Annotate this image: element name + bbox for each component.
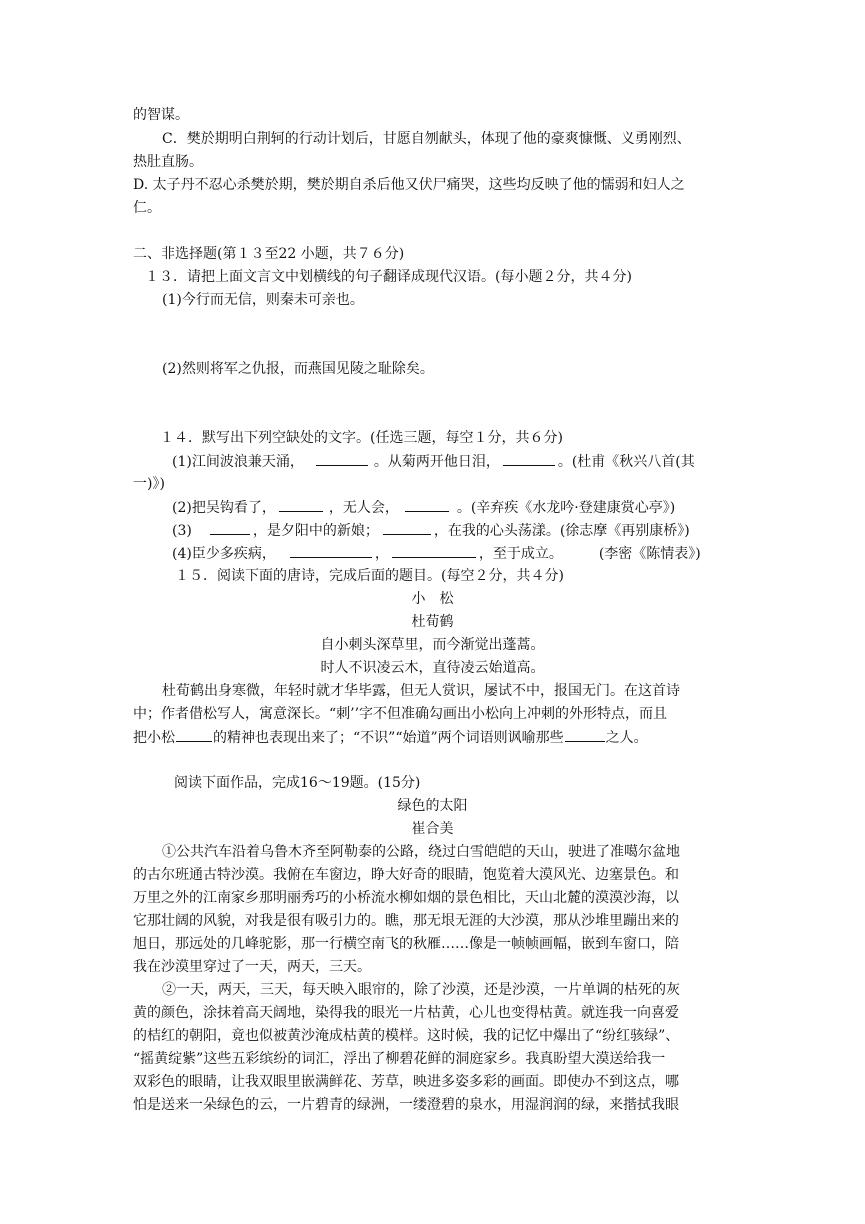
q15-para-text-a: 把小松 — [133, 730, 175, 746]
section2-heading: 二、非选择题(第１３至22 小题，共７６分) — [133, 246, 405, 262]
q14-stem: １４．默写出下列空缺处的文字。(任选三题，每空１分，共６分) — [160, 430, 563, 446]
answer-blank — [176, 726, 212, 742]
q14-item1-text-a: (1)江间波浪兼天涌， — [172, 454, 304, 470]
para1-line5: 旭日，那远处的几峰驼影，那一行横空南飞的秋雁……像是一帧帧画幅，嵌到车窗口，陪 — [133, 936, 679, 952]
answer-blank — [383, 519, 431, 535]
article-title: 绿色的太阳 — [397, 798, 468, 814]
para1-line2: 的古尔班通古特沙漠。我俯在车窗边，睁大好奇的眼睛，饱览着大漠风光、边塞景色。和 — [133, 867, 679, 883]
q14-item3-text-b: ，是夕阳中的新娘； — [252, 523, 379, 539]
para2-line2: 黄的颜色，涂抹着高天阔地，染得我的眼光一片枯黄，心儿也变得枯黄。就连我一向喜爱 — [133, 1005, 679, 1021]
answer-blank — [503, 450, 555, 466]
q14-item4-text-c: ，至于成立。 — [478, 546, 563, 562]
q14-item4-text-b: ， — [374, 546, 389, 562]
answer-blank — [405, 496, 449, 512]
poem-author: 杜荀鹤 — [411, 614, 454, 630]
reading-intro: 阅读下面作品，完成16～19题。(15分) — [174, 775, 421, 791]
answer-blank — [279, 496, 323, 512]
q14-item2-text-b: ，无人会， — [328, 500, 399, 516]
q15-para-text-c: 之人。 — [605, 730, 648, 746]
q14-item1-text-c: 。(杜甫《秋兴八首(其 — [557, 454, 695, 470]
option-d-line1: D. 太子丹不忍心杀樊於期，樊於期自杀后他又伏尸痛哭，这些均反映了他的懦弱和妇人之 — [133, 177, 685, 193]
para1-line6: 我在沙漠里穿过了一天，两天，三天。 — [133, 959, 371, 975]
article-author: 崔合美 — [411, 821, 454, 837]
option-c-line1: C．樊於期明白荆轲的行动计划后，甘愿自刎献头，体现了他的豪爽慷慨、义勇刚烈、 — [162, 131, 691, 147]
para2-line5: 双彩色的眼睛，让我双眼里嵌满鲜花、芳草，映进多姿多彩的画面。即使办不到这点，哪 — [133, 1074, 679, 1090]
answer-blank — [565, 726, 605, 742]
q14-item1-text-b: 。从菊两开他日泪， — [373, 454, 500, 470]
poem-line2: 时人不识凌云木，直待凌云始道高。 — [320, 660, 545, 676]
answer-blank — [290, 542, 372, 558]
option-c-line2: 热肚直肠。 — [133, 154, 203, 170]
answer-blank — [316, 450, 368, 466]
q14-item1 — [172, 450, 695, 473]
q14-item2 — [172, 496, 675, 519]
option-b-tail: 的智谋。 — [133, 107, 189, 123]
para1-line3: 万里之外的江南家乡那明丽秀巧的小桥流水柳如烟的景色相比，天山北麓的漠漠沙海，以 — [133, 890, 679, 906]
q14-item3 — [172, 519, 690, 542]
q14-item4 — [172, 542, 701, 565]
q13-stem: １３．请把上面文言文中划横线的句子翻译成现代汉语。(每小题２分，共４分) — [145, 269, 632, 285]
q14-item2-text-a: (2)把吴钩看了， — [172, 500, 276, 516]
q14-item3-text-c: ，在我的心头荡漾。(徐志摩《再别康桥》) — [433, 523, 690, 539]
para2-line6: 怕是送来一朵绿色的云，一片碧青的绿洲，一缕澄碧的泉水，用湿润润的绿，来揩拭我眼 — [133, 1097, 679, 1113]
para2-line4: “摇黄绽紫”这些五彩缤纷的词汇，浮出了柳碧花鲜的洞庭家乡。我真盼望大漠送给我一 — [133, 1051, 666, 1067]
poem-line1: 自小刺头深草里，而今渐觉出蓬蒿。 — [320, 637, 545, 653]
q14-item2-text-c: 。(辛弃疾《水龙吟·登建康赏心亭》) — [456, 500, 676, 516]
answer-blank — [210, 519, 250, 535]
poem-title: 小 松 — [411, 591, 454, 607]
q15-para-line2: 中；作者借松写人，寓意深长。“刺’’字不但准确勾画出小松向上冲刺的外形特点，而且 — [133, 706, 668, 722]
para1-line4: 它那壮阔的风貌，对我是很有吸引力的。瞧，那无垠无涯的大沙漠，那从沙堆里蹦出来的 — [133, 913, 679, 929]
q14-item4-text-a: (4)臣少多疾病， — [172, 546, 276, 562]
para2-line3: 的桔红的朝阳，竟也似被黄沙淹成枯黄的模样。这时候，我的记忆中爆出了“纷红骇绿”、 — [133, 1028, 680, 1044]
q15-para-line1: 杜荀鹤出身寒微，年轻时就才华毕露，但无人赏识，屡试不中，报国无门。在这首诗 — [162, 683, 680, 699]
option-d-line2: 仁。 — [133, 200, 161, 216]
q15-stem: １５．阅读下面的唐诗，完成后面的题目。(每空２分，共４分) — [175, 568, 564, 584]
q15-para-line3 — [133, 726, 648, 749]
q13-sentence1: (1)今行而无信，则秦未可亲也。 — [162, 292, 364, 308]
q14-item1-cont: 一)》) — [133, 476, 165, 492]
q15-para-text-b: 的精神也表现出来了；“不识”“始道”两个词语则讽喻那些 — [213, 730, 564, 746]
q14-item3-text-a: (3) — [172, 523, 192, 539]
para1-line1: ①公共汽车沿着乌鲁木齐至阿勒泰的公路，绕过白雪皑皑的天山，驶进了准噶尔盆地 — [162, 844, 680, 860]
q13-sentence2: (2)然则将军之仇报，而燕国见陵之耻除矣。 — [162, 361, 434, 377]
q14-item4-source: (李密《陈情表》) — [598, 546, 701, 562]
answer-blank — [392, 542, 476, 558]
para2-line1: ②一天，两天，三天，每天映入眼帘的，除了沙漠，还是沙漠，一片单调的枯死的灰 — [162, 982, 680, 998]
